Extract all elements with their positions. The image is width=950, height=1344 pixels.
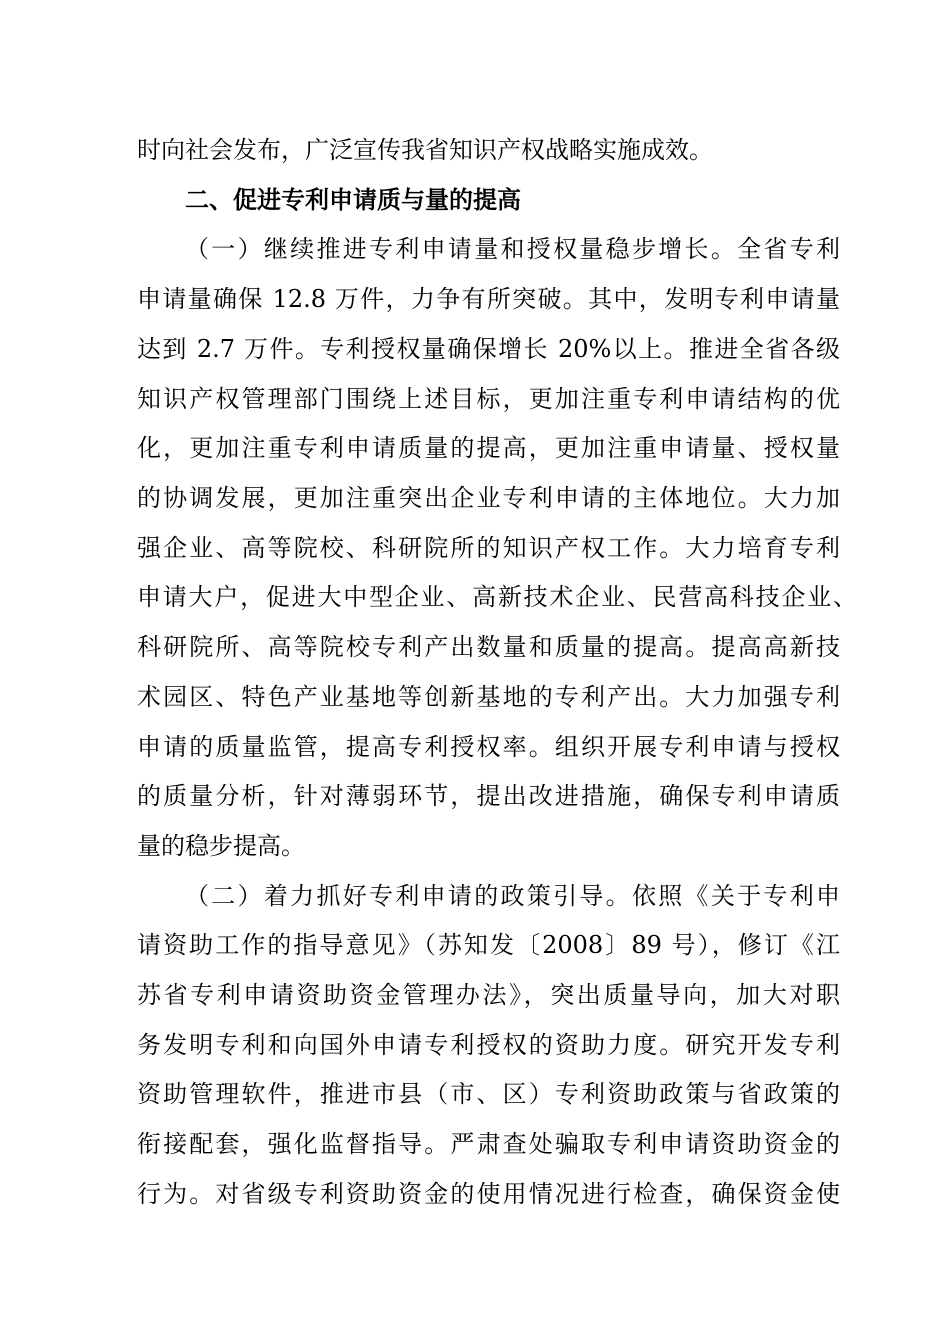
paragraph-line-7: 化，更加注重专利申请质量的提高，更加注重申请量、授权量 (137, 434, 840, 462)
paragraph-line-12: 术园区、特色产业基地等创新基地的专利产出。大力加强专利 (137, 683, 840, 711)
paragraph-line-20: 资助管理软件，推进市县（市、区）专利资助政策与省政策的 (137, 1080, 840, 1108)
paragraph-line-15: 量的稳步提高。 (137, 832, 305, 860)
paragraph-line-17: 请资助工作的指导意见》（苏知发〔2008〕89 号），修订《江 (137, 931, 840, 959)
paragraph-line-19: 务发明专利和向国外申请专利授权的资助力度。研究开发专利 (137, 1031, 840, 1059)
paragraph-line-11: 科研院所、高等院校专利产出数量和质量的提高。提高高新技 (137, 633, 840, 661)
section-heading: 二、促进专利申请质与量的提高 (185, 186, 521, 214)
paragraph-line-22: 行为。对省级专利资助资金的使用情况进行检查，确保资金使 (137, 1180, 840, 1208)
paragraph-line-9: 强企业、高等院校、科研院所的知识产权工作。大力培育专利 (137, 534, 840, 562)
paragraph-line-14: 的质量分析，针对薄弱环节，提出改进措施，确保专利申请质 (137, 782, 840, 810)
paragraph-line-16: （二）着力抓好专利申请的政策引导。依照《关于专利申 (185, 882, 840, 910)
paragraph-line-10: 申请大户，促进大中型企业、高新技术企业、民营高科技企业、 (137, 583, 857, 611)
paragraph-line-6: 知识产权管理部门围绕上述目标，更加注重专利申请结构的优 (137, 385, 840, 413)
paragraph-line-4: 申请量确保 12.8 万件，力争有所突破。其中，发明专利申请量 (137, 285, 840, 313)
paragraph-line-3: （一）继续推进专利申请量和授权量稳步增长。全省专利 (185, 235, 840, 263)
paragraph-line-21: 衔接配套，强化监督指导。严肃查处骗取专利申请资助资金的 (137, 1130, 840, 1158)
paragraph-line-5: 达到 2.7 万件。专利授权量确保增长 20%以上。推进全省各级 (137, 335, 840, 363)
paragraph-line-8: 的协调发展，更加注重突出企业专利申请的主体地位。大力加 (137, 484, 840, 512)
paragraph-line-13: 申请的质量监管，提高专利授权率。组织开展专利申请与授权 (137, 733, 840, 761)
paragraph-line-18: 苏省专利申请资助资金管理办法》，突出质量导向，加大对职 (137, 981, 840, 1009)
paragraph-line-1: 时向社会发布，广泛宣传我省知识产权战略实施成效。 (137, 136, 713, 164)
